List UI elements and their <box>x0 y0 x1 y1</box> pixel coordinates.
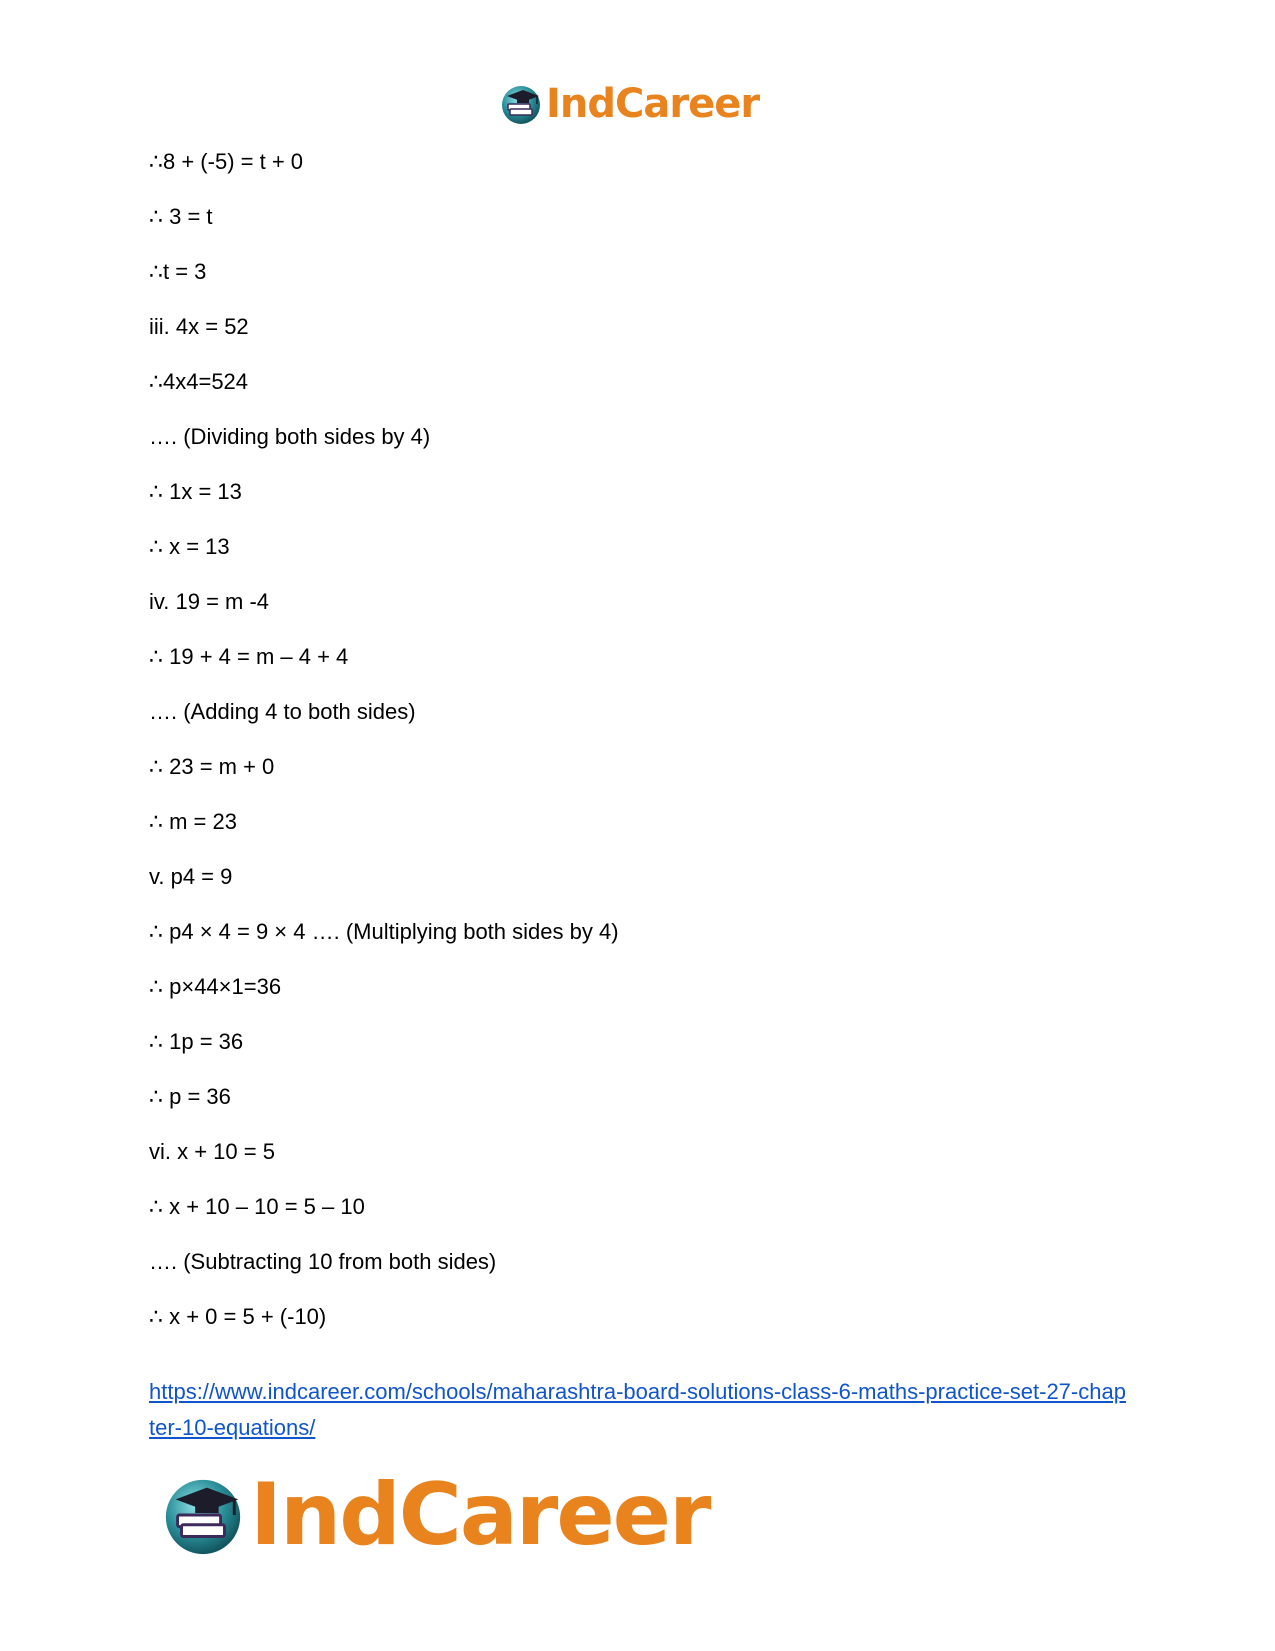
step-line: ∴ m = 23 <box>149 809 237 834</box>
step-line: ∴t = 3 <box>149 259 207 284</box>
header-logo <box>499 80 759 128</box>
step-line: …. (Adding 4 to both sides) <box>149 699 416 724</box>
step-line: ∴ 1x = 13 <box>149 479 242 504</box>
logo-wordmark: IndCareer <box>250 1465 710 1565</box>
solution-steps <box>149 148 619 1358</box>
step-line: ∴ x + 10 – 10 = 5 – 10 <box>149 1194 365 1219</box>
step-line: …. (Dividing both sides by 4) <box>149 424 431 449</box>
step-line: …. (Subtracting 10 from both sides) <box>149 1249 497 1274</box>
step-line: vi. x + 10 = 5 <box>149 1139 275 1164</box>
step-line: ∴ p4 × 4 = 9 × 4 …. (Multiplying both sides by 4) <box>149 919 619 944</box>
source-link[interactable]: https://www.indcareer.com/schools/maharashtra-board-solutions-class-6-maths-practice-set-27-chapter-10-equations/ <box>149 1379 1126 1440</box>
step-line: ∴ p = 36 <box>149 1084 231 1109</box>
graduation-cap-globe-icon <box>499 82 543 126</box>
step-line: ∴ 23 = m + 0 <box>149 754 275 779</box>
step-line: ∴ 1p = 36 <box>149 1029 244 1054</box>
step-line: ∴ 19 + 4 = m – 4 + 4 <box>149 644 349 669</box>
step-line: iv. 19 = m -4 <box>149 589 270 614</box>
logo-wordmark: IndCareer <box>546 81 760 127</box>
footer-logo <box>160 1465 709 1565</box>
step-line: ∴ p×44×1=36 <box>149 974 282 999</box>
step-line: v. p4 = 9 <box>149 864 233 889</box>
step-line: ∴ 3 = t <box>149 204 213 229</box>
graduation-cap-globe-icon <box>160 1472 246 1558</box>
step-line: iii. 4x = 52 <box>149 314 249 339</box>
step-line: ∴8 + (-5) = t + 0 <box>149 149 304 174</box>
step-line: ∴ x + 0 = 5 + (-10) <box>149 1304 327 1329</box>
step-line: ∴4x4=524 <box>149 369 249 394</box>
step-line: ∴ x = 13 <box>149 534 230 559</box>
